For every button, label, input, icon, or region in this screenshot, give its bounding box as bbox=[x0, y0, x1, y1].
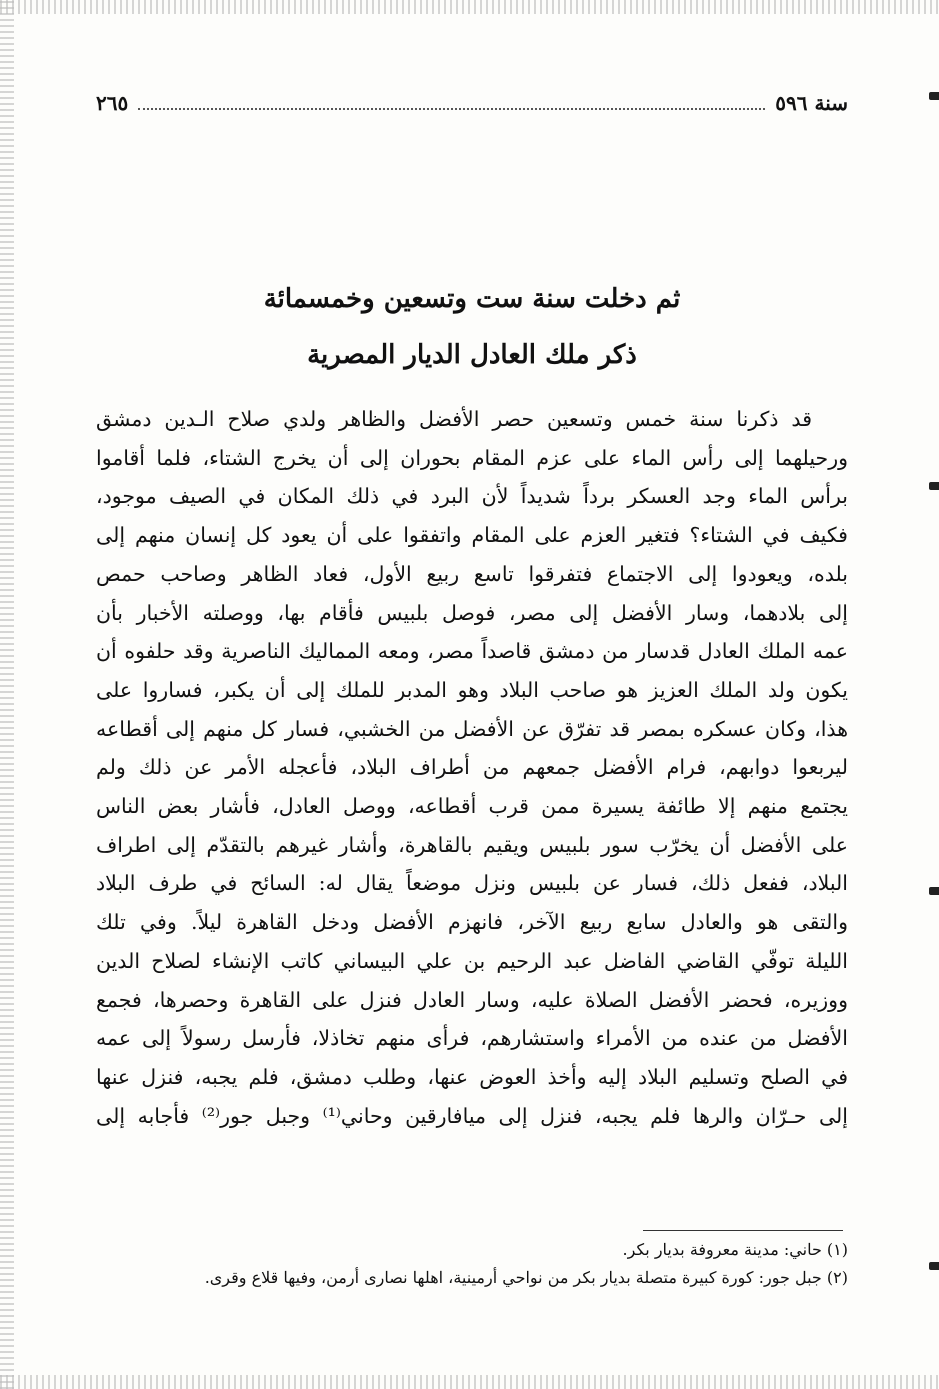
text-line: فكيف في الشتاء؟ فتغير العزم على المقام واتفقوا على أن يعود كل إنسان منهم إلى bbox=[96, 523, 848, 548]
text-line: برأس الماء وجد العسكر برداً شديداً لأن البرد في ذلك المكان في الصيف موجود، bbox=[96, 484, 848, 509]
text-line: ورحيلهما إلى رأس الماء على عزم المقام بحوران إلى أن يخرج الشتاء، فلما أقاموا bbox=[96, 445, 848, 470]
footnote-rule bbox=[643, 1230, 843, 1231]
decorative-border-left bbox=[0, 0, 14, 1389]
text-line: هذا، وكان عسكره بمصر قد تفرّق عن الأفضل من الخشبي، فسار كل منهم إلى أقطاعه bbox=[96, 716, 848, 741]
year-heading: ثم دخلت سنة ست وتسعين وخمسمائة bbox=[263, 284, 681, 314]
decorative-border-bottom bbox=[0, 1375, 939, 1389]
text-line: الأفضل من عنده من الأمراء واستشارهم، فرأى منهم تخاذلا، فأرسل رسولاً إلى عمه bbox=[96, 1026, 848, 1051]
text-line: ليربعوا دوابهم، فرام الأفضل جمعهم من أطراف البلاد، فأعجله الأمر عن ذلك ولم bbox=[96, 755, 848, 780]
text-line: والتقى هو والعادل سابع ربيع الآخر، فانهزم الأفضل ودخل القاهرة ليلاً. وفي تلك bbox=[96, 910, 848, 935]
margin-mark bbox=[929, 92, 939, 100]
footnote: (٢) جبل جور: كورة كبيرة متصلة بديار بكر من نواحي أرمينية، اهلها نصارى أرمن، وفيها قلاع وقرى. bbox=[204, 1268, 848, 1287]
text-line: البلاد، ففعل ذلك، فسار عن بلبيس ونزل موضعاً يقال له: السائح في طرف البلاد bbox=[96, 871, 848, 896]
margin-mark bbox=[929, 1262, 939, 1270]
decorative-border-top bbox=[0, 0, 939, 14]
text-line: عمه الملك العادل قدسار من دمشق قاصداً مصر، ومعه المماليك الناصرية وقد حلفوه أن bbox=[96, 639, 848, 664]
text-line: يكون ولد الملك العزيز هو صاحب البلاد وهو المدبر للملك إلى أن يكبر، فساروا على bbox=[96, 677, 848, 702]
text-line: على الأفضل أن يخرّب سور بلبيس ويقيم بالقاهرة، وأشار غيرهم بالتقدّم إلى اطراف bbox=[96, 832, 848, 857]
section-heading: ذكر ملك العادل الديار المصرية bbox=[307, 340, 637, 370]
margin-mark bbox=[929, 887, 939, 895]
header-dot-leader bbox=[138, 96, 765, 110]
body-text bbox=[96, 400, 848, 1135]
text-line: في الصلح وتسليم البلاد إليه وأخذ العوض عنها، وطلب دمشق، فلم يجبه، فنزل عنها bbox=[96, 1064, 848, 1089]
text-line: قد ذكرنا سنة خمس وتسعين حصر الأفضل والظاهر ولدي صلاح الـدين دمشق bbox=[96, 407, 812, 431]
page-number: ٢٦٥ bbox=[96, 91, 129, 115]
text-line: بلده، ويعودوا إلى الاجتماع فتفرقوا تاسع ربيع الأول، فعاد الظاهر وصاحب حمص bbox=[96, 561, 848, 586]
text-line: إلى بلادهما، وسار الأفضل إلى مصر، فوصل بلبيس فأقام بها، ووصلته الأخبار بأن bbox=[96, 600, 848, 625]
text-line: ووزيره، فحضر الأفضل الصلاة عليه، وسار العادل فنزل على القاهرة وحصرها، فجمع bbox=[96, 987, 848, 1012]
header-year: سنة ٥٩٦ bbox=[775, 91, 848, 115]
footnote: (١) حاني: مدينة معروفة بديار بكر. bbox=[622, 1240, 848, 1259]
text-line: الليلة توفّي القاضي الفاضل عبد الرحيم بن علي البيساني كاتب الإنشاء لصلاح الدين bbox=[96, 948, 848, 973]
footnotes bbox=[96, 1236, 848, 1292]
text-line: يجتمع منهم إلا طائفة يسيرة ممن قرب أقطاعه، ووصل العادل، فأشار بعض الناس bbox=[96, 794, 848, 819]
margin-mark bbox=[929, 482, 939, 490]
running-header bbox=[96, 88, 848, 118]
text-line: إلى حـرّان والرها فلم يجبه، فنزل إلى ميافارقين وحاني⁽¹⁾ وجبل جور⁽²⁾ فأجابه إلى bbox=[96, 1103, 848, 1128]
